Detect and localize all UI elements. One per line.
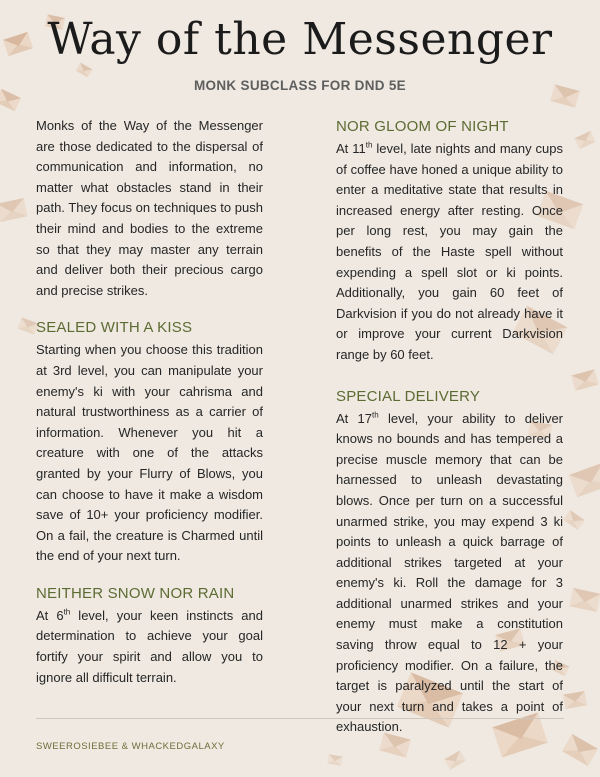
section-sealed-with-a-kiss — [36, 319, 263, 567]
intro-paragraph: Monks of the Way of the Messenger are those dedicated to the dispersal of communication and information, no matter what obstacles stand in their path. They focus on techniques to push their mind and bodies to the extreme so that they may master any terrain and deliver both their precious cargo and precise strikes. — [36, 118, 263, 298]
section-heading: SEALED WITH A KISS — [36, 319, 193, 337]
body-start: At 11 — [336, 141, 366, 156]
section-nor-gloom-of-night — [336, 118, 563, 366]
envelope-icon — [562, 734, 598, 766]
body-start: At 17 — [336, 410, 373, 426]
envelope-icon — [571, 369, 598, 391]
section-body: Starting when you choose this tradition at 3rd level, you can manipulate your enemy's ki with your cahrisma and natural trustworthiness as a carrier of information. Whenever you hit a creature with one of the attacks granted by your Flurry of Blows, you can choose to have it make a wisdom save of 10+ your proficiency modifier. On a fail, the creature is Charmed until the end of your next turn. — [36, 342, 263, 564]
body-rest: level, your ability to deliver knows no bounds and has tempered a precise muscle memory that can be harnessed to unleash devastating blows. Once per turn on a successful unarmed strike, you may expend 3 ki points to unleash a quick barrage of additional strikes targeted at your enemy's ki. Roll the damage for 3 additional unarmed strikes and your enemy must make a constitution saving throw equal to 12 + your proficiency modifier. On a failure, the target is paralyzed until the start of your next turn and takes a point of exhaustion. — [336, 410, 563, 735]
envelope-icon — [574, 131, 595, 149]
footer-divider — [36, 718, 564, 719]
section-body — [336, 409, 563, 739]
ordinal-suffix: th — [365, 140, 373, 150]
intro-section — [36, 116, 263, 301]
envelope-icon — [569, 588, 600, 612]
body-rest: level, late nights and many cups of coffee have honed a unique ability to enter a meditative state that results in increased energy after resting. Once per long rest, you may gain the benefits of the Haste spell without expending a spell slot or ki points. Additionally, you gain 60 feet of Darkvision if you do not already have it or improve your current Darkvision range by 60 feet. — [336, 141, 564, 362]
envelope-icon — [563, 510, 585, 530]
right-column — [336, 118, 563, 756]
section-neither-snow-nor-rain — [36, 585, 263, 688]
body-start: At 6 — [36, 607, 64, 623]
ordinal-suffix: th — [372, 410, 379, 420]
envelope-icon — [563, 691, 587, 709]
envelope-icon — [0, 198, 28, 222]
section-heading: NEITHER SNOW NOR RAIN — [36, 584, 235, 602]
footer-credits: SWEEROSIEBEE & WHACKEDGALAXY — [36, 741, 225, 752]
body-rest: level, your keen instincts and determination to achieve your goal fortify your spirit and allow you to ignore all difficult terrain. — [36, 607, 263, 685]
section-heading: SPECIAL DELIVERY — [336, 387, 481, 405]
page-subtitle: MONK SUBCLASS FOR DND 5E — [194, 78, 406, 93]
page-title: Way of the Messenger — [47, 14, 553, 65]
section-heading: NOR GLOOM OF NIGHT — [336, 118, 509, 135]
section-body — [36, 606, 263, 688]
left-column — [36, 116, 263, 706]
section-special-delivery — [336, 388, 563, 739]
envelope-icon — [569, 463, 600, 498]
section-body — [336, 139, 563, 366]
ordinal-suffix: th — [63, 607, 71, 617]
